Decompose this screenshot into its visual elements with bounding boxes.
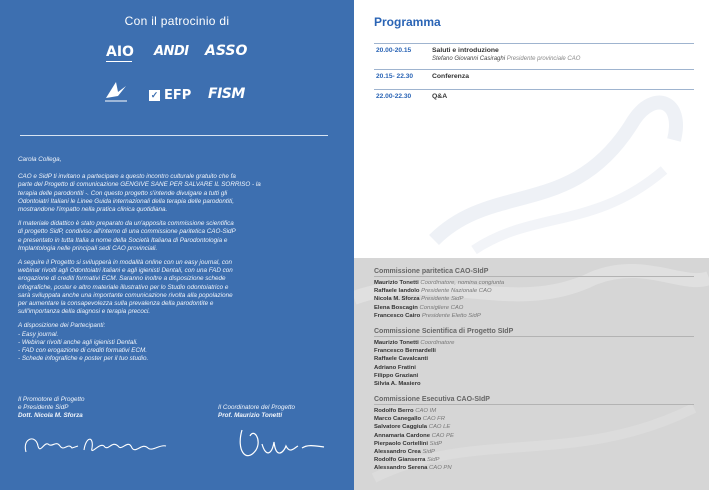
commission-title: Commissione Scientifica di Progetto SIdP: [374, 328, 694, 337]
coordinator-line1: Il Coordinatore del Progetto: [218, 404, 296, 411]
program-time: 20.15- 22.30: [376, 73, 414, 80]
program-time: 22.00-22.30: [376, 93, 412, 100]
program-item-title: Saluti e introduzione: [432, 47, 499, 54]
commission-title: Commissione Esecutiva CAO-SIdP: [374, 396, 694, 405]
coordinator-name: Prof. Maurizio Tonetti: [218, 412, 283, 419]
program-panel: [354, 0, 709, 258]
member: Elena Boscagin Consigliere CAO: [374, 304, 464, 311]
check-icon: ✓: [150, 90, 159, 100]
program-item-title: Conferenza: [432, 73, 470, 80]
member: Salvatore Caggiula CAO LE: [374, 424, 451, 431]
patronage-title: Con il patrocinio di: [124, 14, 230, 28]
program-item-title: Q&A: [432, 93, 448, 100]
promoter-signature: [20, 424, 175, 464]
program-speaker: Stefano Giovanni Casiraghi Presidente provinciale CAO: [432, 56, 581, 62]
program-title: Programma: [374, 15, 441, 29]
coordinator-signature: [232, 420, 342, 470]
efp-logo: ✓ EFP: [150, 88, 192, 103]
paragraph-3: A seguire il Progetto si svilupperà in modalità online con un easy journal, con webinar rivolti agli Odontoiatri italiani e agli igienisti Dentali, con una FAD con erogazione di crediti formativi ECM. Saranno inoltre a disposizione schede infografiche, poster e altro materiale illustrativo per lo Studio odontoiatrico e sarà sviluppata anche una importante comunicazione rivolta alla popolazione per aumentare la consapevolezza sulla prevalenza della parodontite e sull'importanza della diagnosi e terapia precoci.: [18, 259, 233, 316]
commission-paritetica: [374, 268, 694, 320]
member: Alessandro Crea SidP: [374, 449, 435, 456]
paragraph-4: A disposizione dei Partecipanti: - Easy journal. - Webinar rivolti anche agli igienisti Dentali. - FAD con erogazione di crediti formativi ECM. - Schede infografiche e poster per il tuo studio.: [18, 322, 149, 363]
aio-logo: AIO: [106, 44, 134, 60]
coordinator-block: [218, 404, 338, 420]
fism-logo: FISM: [208, 86, 245, 102]
salutation: Carola Collega,: [18, 156, 62, 163]
program-item: [374, 89, 694, 110]
program-item: [374, 43, 694, 70]
paragraph-2: Il materiale didattico è stato preparato da un'apposita commissione scientifica di progetto SidP, condiviso all'interno di una commissione paritetica CAO-SidP e presentato in tutta Italia a nome della Società Italiana di Parodontologia e Implantologia nelle principali sedi CAO provinciali.: [18, 220, 236, 252]
commission-title: Commissione paritetica CAO-SIdP: [374, 268, 694, 277]
commission-esecutiva: [374, 396, 694, 473]
promoter-line2: e Presidente SidP: [18, 404, 69, 411]
letter-body: [18, 156, 336, 369]
member: Adriano Fratini: [374, 364, 416, 371]
member: Francesco Bernardelli: [374, 348, 436, 355]
member: Maurizio Tonetti Coordinatore, nomina congiunta: [374, 280, 505, 286]
andi-logo: ANDI: [154, 44, 189, 59]
member: Maurizio Tonetti Coordinatore: [374, 340, 455, 346]
member: Francesco Cairo Presidente Eletto SidP: [374, 312, 481, 319]
bird-logo: [103, 80, 129, 104]
member: Nicola M. Sforza Presidente SidP: [374, 296, 464, 303]
member: Raffaele Cavalcanti: [374, 356, 429, 363]
asso-logo: ASSO: [205, 43, 248, 59]
program-time: 20.00-20.15: [376, 47, 412, 54]
promoter-line1: Il Promotore di Progetto: [18, 396, 85, 403]
left-panel: [0, 0, 354, 490]
member: Marco Canegallo CAO FR: [374, 416, 446, 423]
commission-scientifica: [374, 328, 694, 388]
member: Alessandro Serena CAO PN: [374, 465, 452, 472]
member: Filippo Graziani: [374, 372, 419, 379]
member: Annamaria Cardone CAO PE: [374, 432, 454, 439]
promoter-block: [18, 396, 178, 420]
divider: [20, 135, 328, 136]
member: Silvia A. Masiero: [374, 381, 421, 388]
promoter-name: Dott. Nicola M. Sforza: [18, 412, 83, 419]
member: Raffaele Iandolo Presidente Nazionale CAO: [374, 288, 492, 295]
member: Rodolfo Gianserra SidP: [374, 457, 440, 464]
program-item: [374, 69, 694, 90]
member: Pierpaolo Cortellini SidP: [374, 440, 443, 447]
member: Rodolfo Berro CAO IM: [374, 408, 437, 414]
paragraph-1: CAO e SidP ti invitano a partecipare a questo incontro culturale gratuito che fa parte del Progetto di comunicazione GENGIVE SANE PER SALVARE IL SORRISO - la terapia delle parodontiti -. Con questo progetto s'intende divulgare a tutti gli Odontoiatri Italiani le Linee Guida internazionali della terapia delle parodontiti, mostrandone l'impatto nella pratica clinica quotidiana.: [18, 173, 261, 214]
